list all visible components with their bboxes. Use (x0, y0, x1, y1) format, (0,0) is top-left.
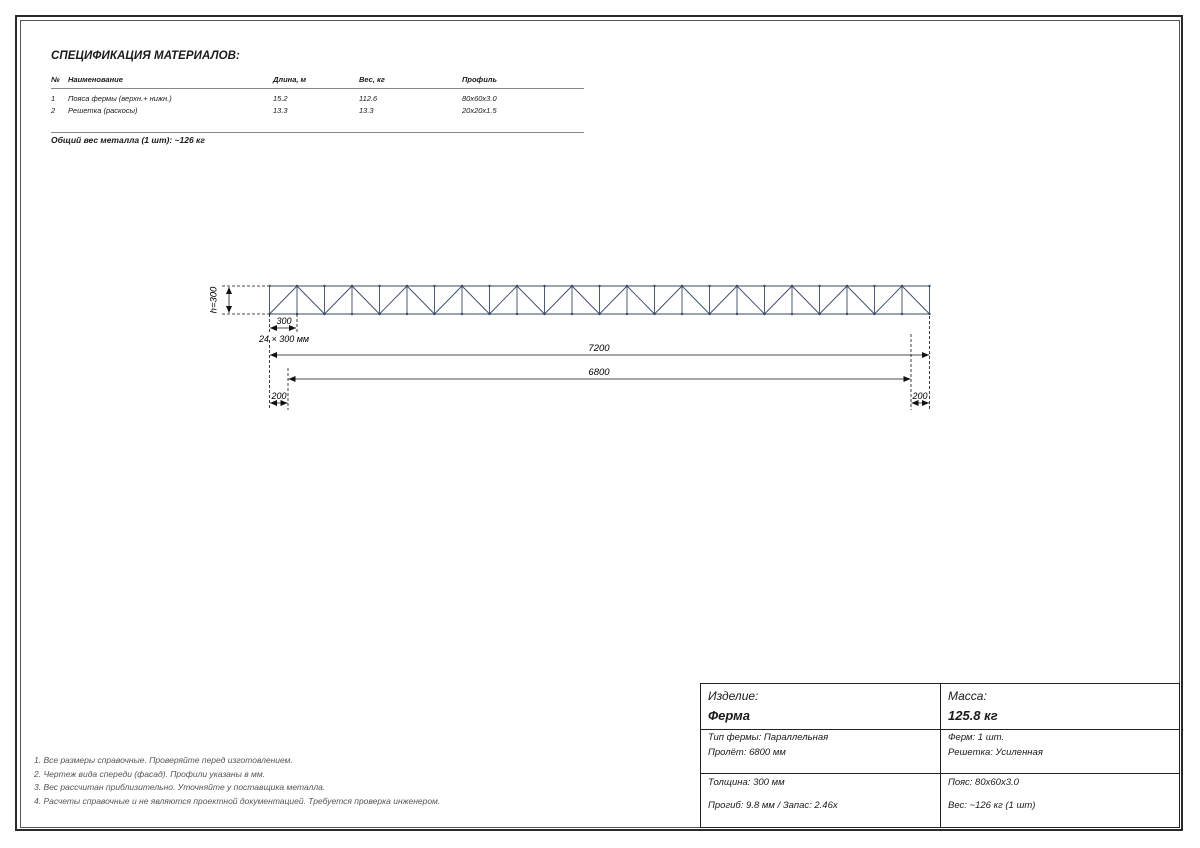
truss-node (268, 285, 270, 287)
row-name: Пояса фермы (верхн.+ нижн.) (68, 94, 172, 103)
truss-diagonal (517, 286, 545, 314)
truss-diagonal (352, 286, 380, 314)
truss-diagonal (407, 286, 435, 314)
truss-diagonal (902, 286, 930, 314)
truss-diagonal (297, 286, 325, 314)
truss-node (378, 313, 380, 315)
truss-diagonal (820, 286, 848, 314)
truss-node (763, 285, 765, 287)
truss-node (323, 285, 325, 287)
truss-diagonal (765, 286, 793, 314)
truss-node (378, 285, 380, 287)
truss-node (901, 313, 903, 315)
truss-node (571, 313, 573, 315)
truss-node (708, 313, 710, 315)
total-metal-weight: Общий вес металла (1 шт): ~126 кг (51, 132, 584, 145)
truss-node (516, 313, 518, 315)
row-length: 13.3 (273, 106, 288, 115)
header-number: № (51, 75, 60, 84)
truss-diagonal (545, 286, 573, 314)
mass-label: Масса: (948, 689, 987, 703)
product-label: Изделие: (708, 689, 759, 703)
truss-node (928, 313, 930, 315)
truss-node (598, 313, 600, 315)
truss-node (296, 285, 298, 287)
truss-node (791, 285, 793, 287)
row-name: Решетка (раскосы) (68, 106, 138, 115)
truss-diagonal (792, 286, 820, 314)
row-number: 2 (51, 106, 56, 115)
truss-node (516, 285, 518, 287)
spec-title: СПЕЦИФИКАЦИЯ МАТЕРИАЛОВ: (51, 50, 240, 62)
truss-diagonal (490, 286, 518, 314)
truss-diagonal (737, 286, 765, 314)
truss-node (681, 285, 683, 287)
truss-node (681, 313, 683, 315)
truss-node (901, 285, 903, 287)
row-number: 1 (51, 94, 56, 103)
general-notes (34, 754, 440, 808)
note-item: 2. Чертеж вида спереди (фасад). Профили указаны в мм. (34, 768, 266, 779)
truss-diagonal (627, 286, 655, 314)
truss-node (626, 313, 628, 315)
panels-count-label: 24 × 300 мм (258, 334, 310, 344)
truss-diagonal (710, 286, 738, 314)
lattice-type: Решетка: Усиленная (948, 747, 1043, 758)
panel-label: 300 (276, 316, 292, 326)
truss-node (736, 313, 738, 315)
truss-node (791, 313, 793, 315)
title-block (700, 683, 1180, 828)
truss-diagonal (600, 286, 628, 314)
truss-diagonal (682, 286, 710, 314)
truss-diagonal (325, 286, 353, 314)
truss-node (736, 285, 738, 287)
header-weight: Вес, кг (359, 75, 385, 84)
row-weight: 112.6 (359, 94, 378, 103)
truss-elevation (268, 285, 930, 315)
thickness-value: Толщина: 300 мм (708, 777, 785, 788)
truss-node (598, 285, 600, 287)
chord-profile: Пояс: 80x60x3.0 (948, 777, 1019, 788)
truss-node (818, 313, 820, 315)
span-length-label: 6800 (588, 367, 610, 378)
truss-node (488, 285, 490, 287)
note-item: 3. Вес рассчитан приблизительно. Уточняйте у поставщика металла. (34, 782, 326, 793)
truss-node (763, 313, 765, 315)
truss-diagonal (380, 286, 408, 314)
truss-node (653, 313, 655, 315)
truss-node (626, 285, 628, 287)
truss-node (351, 313, 353, 315)
mass-value: 125.8 кг (948, 708, 998, 723)
header-length: Длина, м (273, 75, 307, 84)
truss-node (543, 313, 545, 315)
product-value: Ферма (708, 708, 750, 723)
truss-node (571, 285, 573, 287)
truss-type: Тип фермы: Параллельная (708, 732, 829, 743)
header-profile: Профиль (462, 75, 497, 84)
truss-diagonal (655, 286, 683, 314)
truss-node (928, 285, 930, 287)
span-dimensions (270, 316, 930, 410)
truss-node (461, 285, 463, 287)
truss-node (323, 313, 325, 315)
deflection-value: Прогиб: 9.8 мм / Запас: 2.46x (708, 800, 838, 811)
truss-node (846, 313, 848, 315)
total-weight: Вес: ~126 кг (1 шт) (948, 800, 1036, 811)
truss-node (708, 285, 710, 287)
truss-node (433, 313, 435, 315)
truss-diagonal (572, 286, 600, 314)
truss-count: Ферм: 1 шт. (948, 732, 1005, 743)
height-label: h=300 (208, 286, 220, 314)
truss-diagonal (435, 286, 463, 314)
truss-node (846, 285, 848, 287)
truss-node (406, 285, 408, 287)
truss-node (543, 285, 545, 287)
row-length: 15.2 (273, 94, 288, 103)
truss-node (653, 285, 655, 287)
truss-node (488, 313, 490, 315)
truss-node (351, 285, 353, 287)
truss-diagonal (875, 286, 903, 314)
overall-length-label: 7200 (588, 343, 610, 354)
header-name: Наименование (68, 75, 123, 84)
height-dimension (222, 286, 268, 314)
right-offset-label: 200 (912, 391, 928, 401)
truss-diagonal (847, 286, 875, 314)
row-profile: 80x60x3.0 (462, 94, 497, 103)
note-item: 4. Расчеты справочные и не являются проектной документацией. Требуется проверка инженером. (34, 795, 441, 806)
truss-diagonal (462, 286, 490, 314)
note-item: 1. Все размеры справочные. Проверяйте перед изготовлением. (34, 755, 293, 765)
span-value: Пролёт: 6800 мм (708, 747, 786, 758)
truss-node (406, 313, 408, 315)
row-profile: 20x20x1.5 (462, 106, 497, 115)
truss-node (873, 285, 875, 287)
row-weight: 13.3 (359, 106, 374, 115)
truss-diagonal (270, 286, 298, 314)
truss-node (818, 285, 820, 287)
truss-node (461, 313, 463, 315)
truss-node (433, 285, 435, 287)
truss-node (873, 313, 875, 315)
left-offset-label: 200 (271, 391, 287, 401)
